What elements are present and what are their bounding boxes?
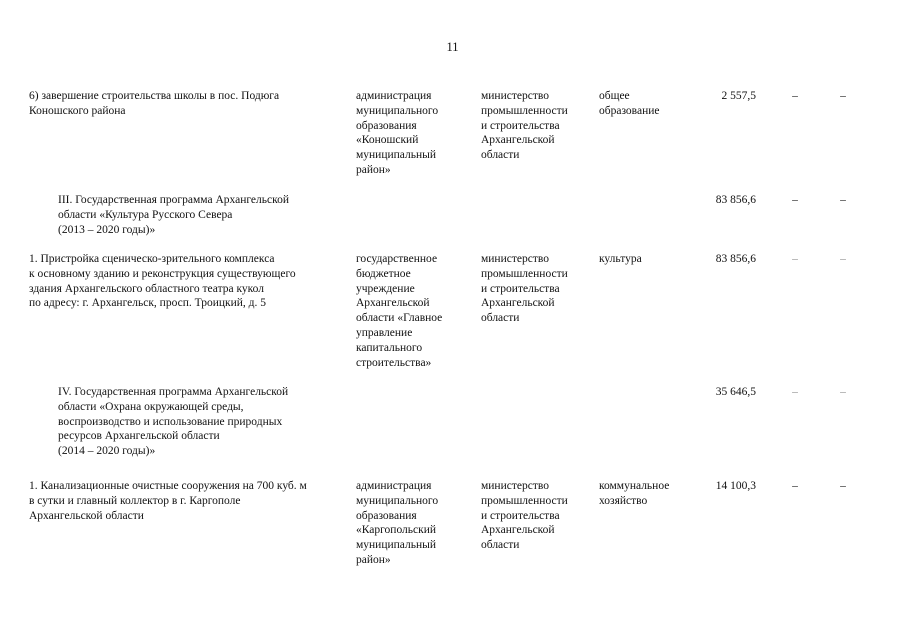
- ministry-cell: министерство промышленности и строительства Архангельской области: [481, 90, 568, 162]
- object-name: 6) завершение строительства школы в пос. Подюга Коношского района: [29, 90, 280, 117]
- dash-cell: –: [840, 253, 846, 265]
- amount-cell: 83 856,6: [715, 253, 756, 265]
- object-name: 1. Канализационные очистные сооружения на 700 куб. м в сутки и главный коллектор в г. Каргополе Архангельской области: [29, 480, 307, 522]
- program-title: III. Государственная программа Архангельской области «Культура Русского Севера (2013 – 2020 годы)»: [58, 194, 290, 236]
- sector-cell: коммунальное хозяйство: [599, 480, 670, 507]
- amount-cell: 14 100,3: [715, 480, 756, 492]
- dash-cell: –: [840, 386, 846, 398]
- dash-cell: –: [792, 386, 798, 398]
- dash-cell: –: [840, 480, 846, 492]
- dash-cell: –: [840, 194, 846, 206]
- customer-cell: государственное бюджетное учреждение Архангельской области «Главное управление капитального строительства»: [356, 253, 443, 369]
- amount-cell: 83 856,6: [715, 194, 756, 206]
- customer-cell: администрация муниципального образования «Коношский муниципальный район»: [356, 90, 439, 176]
- dash-cell: –: [792, 253, 798, 265]
- dash-cell: –: [840, 90, 846, 102]
- customer-cell: администрация муниципального образования «Каргопольский муниципальный район»: [356, 480, 439, 566]
- page-number: 11: [446, 40, 459, 54]
- ministry-cell: министерство промышленности и строительства Архангельской области: [481, 253, 568, 325]
- dash-cell: –: [792, 194, 798, 206]
- sector-cell: общее образование: [599, 90, 660, 117]
- amount-cell: 2 557,5: [721, 90, 756, 102]
- amount-cell: 35 646,5: [715, 386, 756, 398]
- object-name: 1. Пристройка сценическо-зрительного комплекса к основному зданию и реконструкция существующего здания Архангельского областного театра кукол по адресу: г. Архангельск, просп. Троицкий, д. 5: [29, 253, 296, 310]
- dash-cell: –: [792, 90, 798, 102]
- ministry-cell: министерство промышленности и строительства Архангельской области: [481, 480, 568, 552]
- sector-cell: культура: [599, 253, 642, 265]
- dash-cell: –: [792, 480, 798, 492]
- program-title: IV. Государственная программа Архангельской области «Охрана окружающей среды, воспроизводство и использование природных ресурсов Архангельской области (2014 – 2020 годы)»: [58, 386, 289, 458]
